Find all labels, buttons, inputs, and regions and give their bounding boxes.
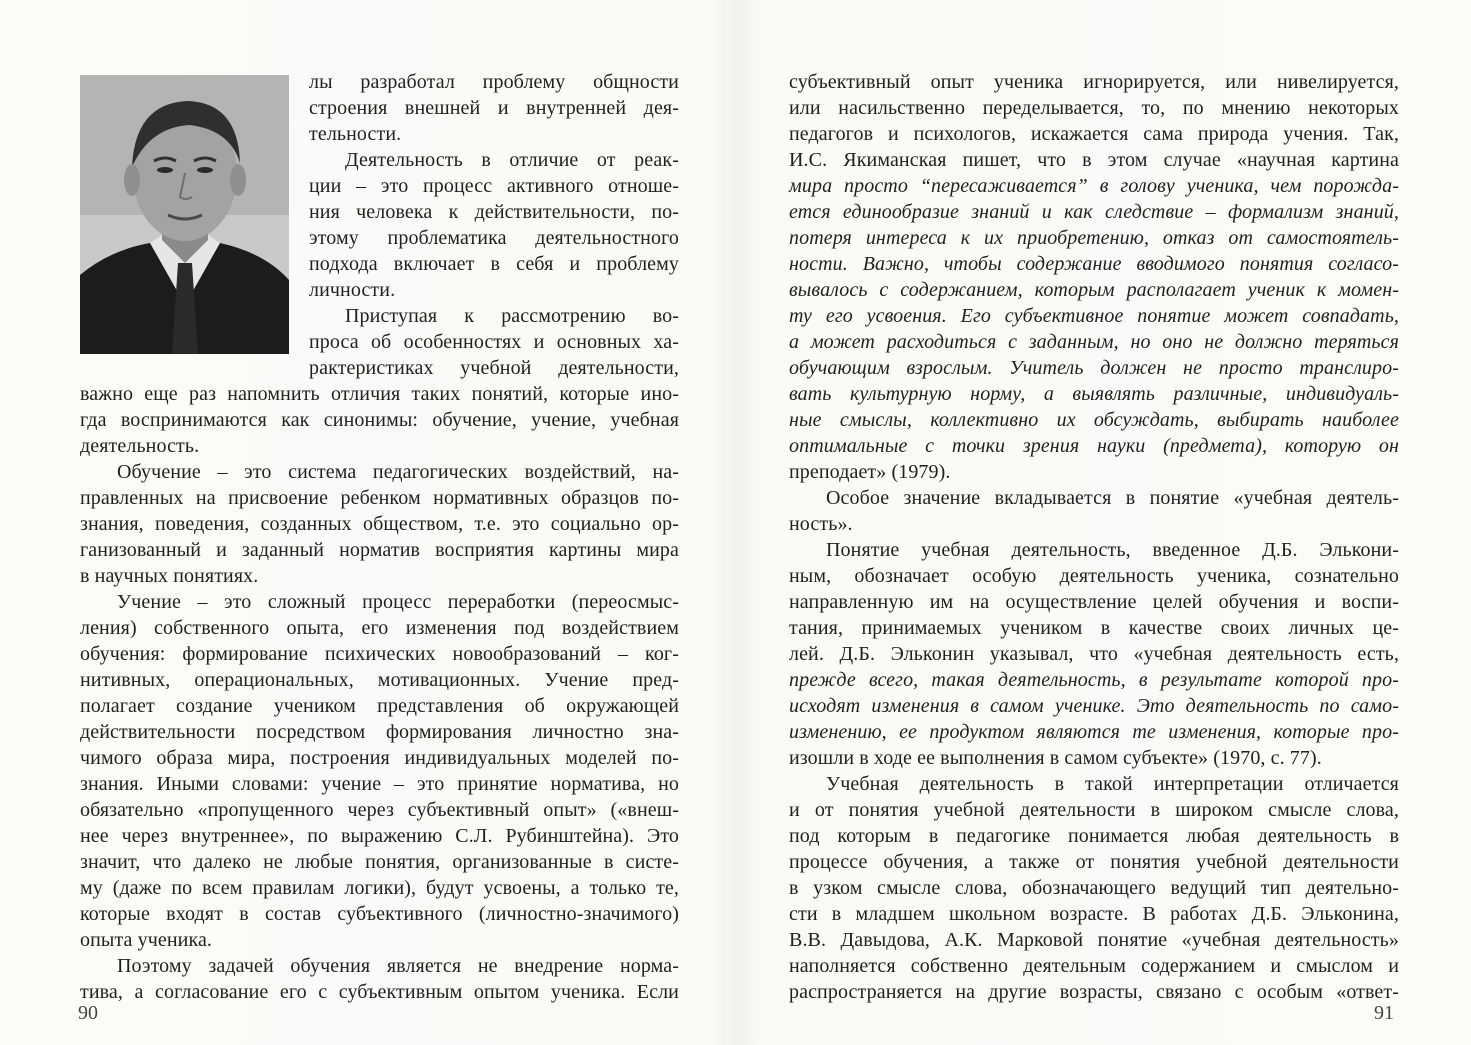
portrait-photo — [80, 75, 289, 354]
text-line: в научных понятиях. — [80, 565, 259, 587]
text-line: обучающим взрослым. Учитель должен не просто транслиро- — [789, 357, 1399, 379]
text-line: правленных на присвоение ребенком нормативных образцов по- — [80, 487, 679, 509]
text-line: проса об особенностях и основных ха- — [309, 331, 679, 353]
page-number-right: 91 — [1374, 1002, 1394, 1024]
text-line: тива, а согласование его с субъективным опытом ученика. Если — [80, 981, 679, 1003]
text-line: лы разработал проблему общности — [309, 71, 679, 93]
text-line: тания, принимаемых учеником в качестве своих личных це- — [789, 617, 1399, 639]
text-line: ции – это процесс активного отноше- — [309, 175, 679, 197]
text-line: ту его усвоения. Его субъективное понятие может совпадать, — [789, 305, 1399, 327]
text-line: важно еще раз напомнить отличия таких понятий, которые ино- — [80, 383, 679, 405]
text-line: вать культурную норму, а выявлять различные, индивидуаль- — [789, 383, 1399, 405]
text-line: Особое значение вкладывается в понятие «учебная деятель- — [826, 487, 1399, 509]
text-line: этому проблематика деятельностного — [309, 227, 679, 249]
text-line: чимого образа мира, построения индивидуальных моделей по- — [80, 747, 679, 769]
text-line: преподает» (1979). — [789, 461, 951, 483]
text-line: направленную им на осуществление целей обучения и воспи- — [789, 591, 1399, 613]
text-line: ность». — [789, 513, 853, 535]
text-line: рактеристиках учебной деятельности, — [309, 357, 679, 379]
text-line: сти в младшем школьном возрасте. В работах Д.Б. Эльконина, — [789, 903, 1399, 925]
text-line: нее через внутреннее», по выражению С.Л. Рубинштейна). Это — [80, 825, 679, 847]
text-line: знания, поведения, созданных обществом, т.е. это социально ор- — [80, 513, 679, 535]
text-line: наполняется собственно деятельным содержанием и смыслом и — [789, 955, 1399, 977]
text-line: В.В. Давыдова, А.К. Марковой понятие «учебная деятельность» — [789, 929, 1399, 951]
text-line: вывалось с содержанием, которым располагает ученик к момен- — [789, 279, 1399, 301]
text-line: Обучение – это система педагогических воздействий, на- — [117, 461, 679, 483]
text-line: полагает создание учеником представления об окружающей — [80, 695, 679, 717]
text-line: оптимальные с точки зрения науки (предмета), которую он — [789, 435, 1399, 457]
text-line: знания. Иными словами: учение – это принятие норматива, но — [80, 773, 679, 795]
text-line: которые входят в состав субъективного (личностно-значимого) — [80, 903, 679, 925]
text-line: му (даже по всем правилам логики), будут усвоены, а только те, — [80, 877, 679, 899]
text-line: субъективный опыт ученика игнорируется, или нивелируется, — [789, 71, 1399, 93]
text-line: прежде всего, такая деятельность, в результате которой про- — [789, 669, 1399, 691]
text-line: обучения: формирование психических новообразований – ког- — [80, 643, 679, 665]
portrait-image — [80, 75, 289, 354]
text-line: мира просто “пересаживается” в голову ученика, чем порожда- — [789, 175, 1399, 197]
text-line: строения внешней и внутренней дея- — [309, 97, 679, 119]
text-line: ления) собственного опыта, его изменения под воздействием — [80, 617, 679, 639]
text-line: Деятельность в отличие от реак- — [345, 149, 679, 171]
text-line: исходят изменения в самом ученике. Это деятельность по само- — [789, 695, 1399, 717]
text-line: тельности. — [309, 123, 402, 145]
text-line: а может расходиться с заданным, но оно не должно теряться — [789, 331, 1399, 353]
text-line: значит, что далеко не любые понятия, организованные в систе- — [80, 851, 679, 873]
text-line: ности. Важно, чтобы содержание вводимого понятия согласо- — [789, 253, 1399, 275]
text-line: Понятие учебная деятельность, введенное Д.Б. Элькони- — [826, 539, 1399, 561]
text-line: обязательно «пропущенного через субъективный опыт» («внеш- — [80, 799, 679, 821]
text-line: подхода включает в себя и проблему — [309, 253, 679, 275]
text-line: или насильственно переделывается, то, по мнению некоторых — [789, 97, 1399, 119]
text-line: и от понятия учебной деятельности в широком смысле слова, — [789, 799, 1399, 821]
text-line: распространяется на другие возрасты, связано с особым «ответ- — [789, 981, 1399, 1003]
text-line: процессе обучения, а также от понятия учебной деятельности — [789, 851, 1399, 873]
text-line: действительности посредством формирования личностно зна- — [80, 721, 679, 743]
text-line: личности. — [309, 279, 396, 301]
text-line: потеря интереса к их приобретению, отказ от самостоятель- — [789, 227, 1399, 249]
text-line: ным, обозначает особую деятельность ученика, сознательно — [789, 565, 1399, 587]
text-line: под которым в педагогике понимается любая деятельность в — [789, 825, 1399, 847]
text-line: Приступая к рассмотрению во- — [345, 305, 679, 327]
text-line: деятельность. — [80, 435, 200, 457]
text-line: лей. Д.Б. Эльконин указывал, что «учебная деятельность есть, — [789, 643, 1399, 665]
page-number-left: 90 — [78, 1002, 98, 1024]
text-line: педагогов и психологов, искажается сама природа учения. Так, — [789, 123, 1399, 145]
text-line: нитивных, операциональных, мотивационных. Учение пред- — [80, 669, 679, 691]
right-page — [736, 0, 1471, 1045]
text-line: изошли в ходе ее выполнения в самом субъекте» (1970, с. 77). — [789, 747, 1322, 769]
text-line: в узком смысле слова, обозначающего ведущий тип деятельно- — [789, 877, 1399, 899]
text-line: гда воспринимаются как синонимы: обучение, учение, учебная — [80, 409, 679, 431]
text-line: ется единообразие знаний и как следствие – формализм знаний, — [789, 201, 1399, 223]
text-line: ганизованный и заданный норматив восприятия картины мира — [80, 539, 679, 561]
text-line: ния человека к действительности, по- — [309, 201, 679, 223]
text-line: Учебная деятельность в такой интерпретации отличается — [826, 773, 1399, 795]
text-line: опыта ученика. — [80, 929, 213, 951]
text-line: ные смыслы, коллективно их обсуждать, выбирать наиболее — [789, 409, 1399, 431]
text-line: И.С. Якиманская пишет, что в этом случае «научная картина — [789, 149, 1399, 171]
text-line: Поэтому задачей обучения является не внедрение норма- — [117, 955, 679, 977]
text-line: изменению, ее продуктом являются те изменения, которые про- — [789, 721, 1399, 743]
text-line: Учение – это сложный процесс переработки (переосмыс- — [117, 591, 679, 613]
left-page — [0, 0, 735, 1045]
